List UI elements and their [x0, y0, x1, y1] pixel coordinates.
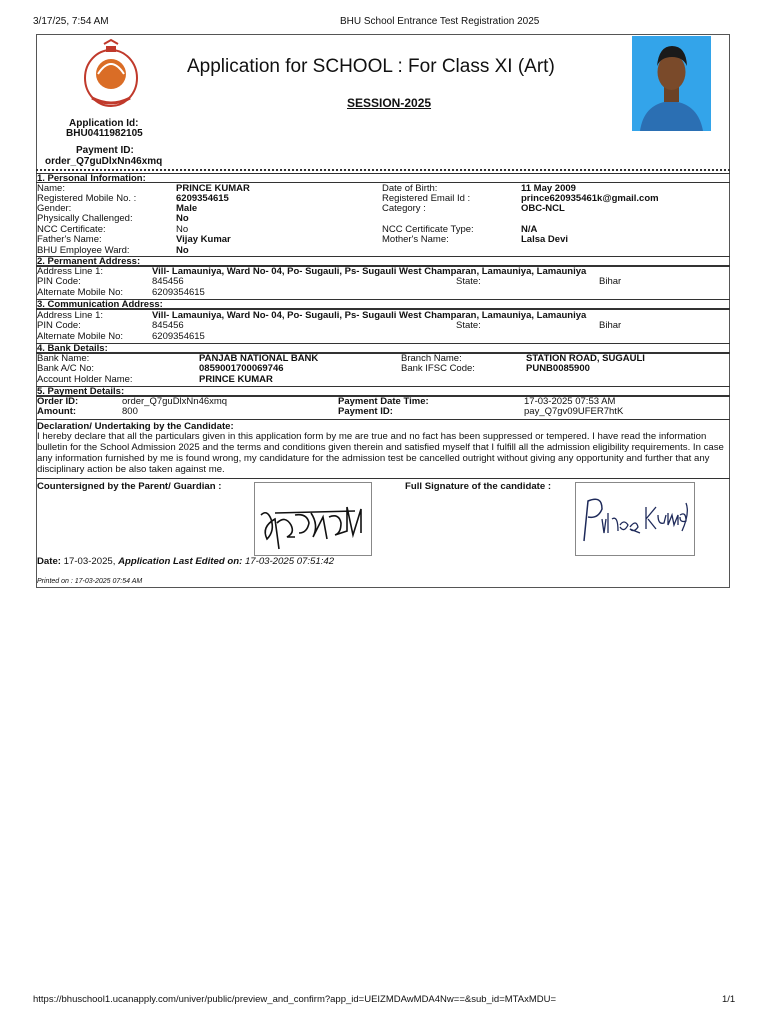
branch-value: STATION ROAD, SUGAULI [526, 353, 645, 364]
declaration-text: I hereby declare that all the particulars given in this application form by me are true and no fact has been suppressed or tempered. I have read the information bulletin for the School Admission 2025 and the terms and conditions given therein and satisfied myself that I fulfill all the admission eligibility requirements. In case any information furnished by me is found wrong, my candidature for the admission test be cancelled outright without giving any opportunity and further that any disciplinary action be also taken against me. [37, 431, 724, 475]
date-line [37, 556, 334, 567]
comm-alt-label: Alternate Mobile No: [37, 331, 124, 342]
name-value: PRINCE KUMAR [176, 183, 250, 194]
perm-state-label: State: [456, 276, 481, 287]
guardian-sign-label: Countersigned by the Parent/ Guardian : [37, 481, 222, 492]
father-label: Father's Name: [37, 234, 102, 245]
section-permanent-heading: 2. Permanent Address: [36, 256, 730, 266]
page-number: 1/1 [722, 994, 736, 1005]
payment-id-value: order_Q7guDlxNn46xmq [45, 156, 163, 167]
holder-value: PRINCE KUMAR [199, 374, 273, 385]
comm-addr-value: Vill- Lamauniya, Ward No- 04, Po- Sugauli, Ps- Sugauli West Champaran, Lamauniya, Lamauniya [152, 310, 587, 321]
gender-label: Gender: [37, 203, 72, 214]
perm-state-value: Bihar [599, 276, 622, 287]
ifsc-value: PUNB0085900 [526, 363, 590, 374]
amount-value: 800 [122, 406, 138, 417]
pay-time-label: Payment Date Time: [338, 396, 429, 407]
gender-value: Male [176, 203, 198, 214]
ncc-label: NCC Certificate: [37, 224, 106, 235]
section-payment-heading: 5. Payment Details: [36, 386, 730, 396]
date-value: 17-03-2025, [63, 556, 116, 567]
session-label: SESSION-2025 [347, 96, 432, 110]
email-value: prince620935461k@gmail.com [521, 193, 659, 204]
divider [36, 419, 730, 420]
acno-value: 0859001700069746 [199, 363, 284, 374]
mother-value: Lalsa Devi [521, 234, 568, 245]
ifsc-label: Bank IFSC Code: [401, 363, 475, 374]
divider [36, 478, 730, 479]
perm-alt-value: 6209354615 [152, 287, 205, 298]
order-label: Order ID: [37, 396, 79, 407]
section-personal-heading: 1. Personal Information: [36, 173, 730, 183]
perm-addr-label: Address Line 1: [37, 266, 104, 277]
ncc-type-label: NCC Certificate Type: [382, 224, 474, 235]
app-id-label: Application Id: [69, 118, 139, 129]
perm-alt-label: Alternate Mobile No: [37, 287, 124, 298]
category-value: OBC-NCL [521, 203, 565, 214]
comm-addr-label: Address Line 1: [37, 310, 104, 321]
pay-time-value: 17-03-2025 07:53 AM [524, 396, 616, 407]
app-id-value: BHU0411982105 [66, 128, 143, 139]
branch-label: Branch Name: [401, 353, 462, 364]
page-url: https://bhuschool1.ucanapply.com/univer/public/preview_and_confirm?app_id=UEIZMDAwMDA4Nw==&sub_id=MTAxMDU= [33, 994, 557, 1005]
declaration-heading: Declaration/ Undertaking by the Candidate: [37, 421, 234, 432]
ncc-value: No [176, 224, 189, 235]
order-value: order_Q7guDlxNn46xmq [122, 396, 228, 407]
pay-id-value: pay_Q7gv09UFER7htK [524, 406, 624, 417]
edited-label: Application Last Edited on: [118, 556, 243, 567]
perm-pin-value: 845456 [152, 276, 184, 287]
phys-value: No [176, 213, 189, 224]
bhu-logo-icon [78, 38, 144, 112]
payment-id-label: Payment ID: [76, 145, 134, 156]
ward-label: BHU Employee Ward: [37, 245, 130, 256]
perm-addr-value: Vill- Lamauniya, Ward No- 04, Po- Sugauli, Ps- Sugauli West Champaran, Lamauniya, Lamauniya [152, 266, 587, 277]
amount-label: Amount: [37, 406, 77, 417]
ncc-type-value: N/A [521, 224, 538, 235]
comm-alt-value: 6209354615 [152, 331, 205, 342]
candidate-photo [632, 36, 711, 131]
email-label: Registered Email Id : [382, 193, 471, 204]
comm-pin-value: 845456 [152, 320, 184, 331]
guardian-signature [254, 482, 372, 556]
father-value: Vijay Kumar [176, 234, 231, 245]
section-communication-heading: 3. Communication Address: [36, 299, 730, 309]
edited-value: 17-03-2025 07:51:42 [244, 556, 335, 567]
bank-name-value: PANJAB NATIONAL BANK [199, 353, 319, 364]
mobile-value: 6209354615 [176, 193, 229, 204]
printed-on: Printed on : 17-03-2025 07:54 AM [37, 578, 143, 585]
name-label: Name: [37, 183, 65, 194]
candidate-signature [575, 482, 695, 556]
print-page-title: BHU School Entrance Test Registration 2025 [340, 16, 540, 27]
mobile-label: Registered Mobile No. : [37, 193, 137, 204]
pay-id-label: Payment ID: [338, 406, 393, 417]
comm-pin-label: PIN Code: [37, 320, 81, 331]
section-bank-heading: 4. Bank Details: [36, 343, 730, 353]
page-title: Application for SCHOOL : For Class XI (Art) [187, 56, 555, 77]
comm-state-value: Bihar [599, 320, 622, 331]
candidate-sign-label: Full Signature of the candidate : [405, 481, 552, 492]
comm-state-label: State: [456, 320, 481, 331]
holder-label: Account Holder Name: [37, 374, 133, 385]
date-label: Date: [37, 556, 61, 567]
perm-pin-label: PIN Code: [37, 276, 81, 287]
ward-value: No [176, 245, 189, 256]
mother-label: Mother's Name: [382, 234, 449, 245]
dob-label: Date of Birth: [382, 183, 438, 194]
phys-label: Physically Challenged: [37, 213, 133, 224]
print-datetime: 3/17/25, 7:54 AM [33, 16, 109, 27]
dotted-divider [36, 169, 730, 171]
bank-name-label: Bank Name: [37, 353, 90, 364]
category-label: Category : [382, 203, 426, 214]
acno-label: Bank A/C No: [37, 363, 95, 374]
dob-value: 11 May 2009 [521, 183, 576, 194]
